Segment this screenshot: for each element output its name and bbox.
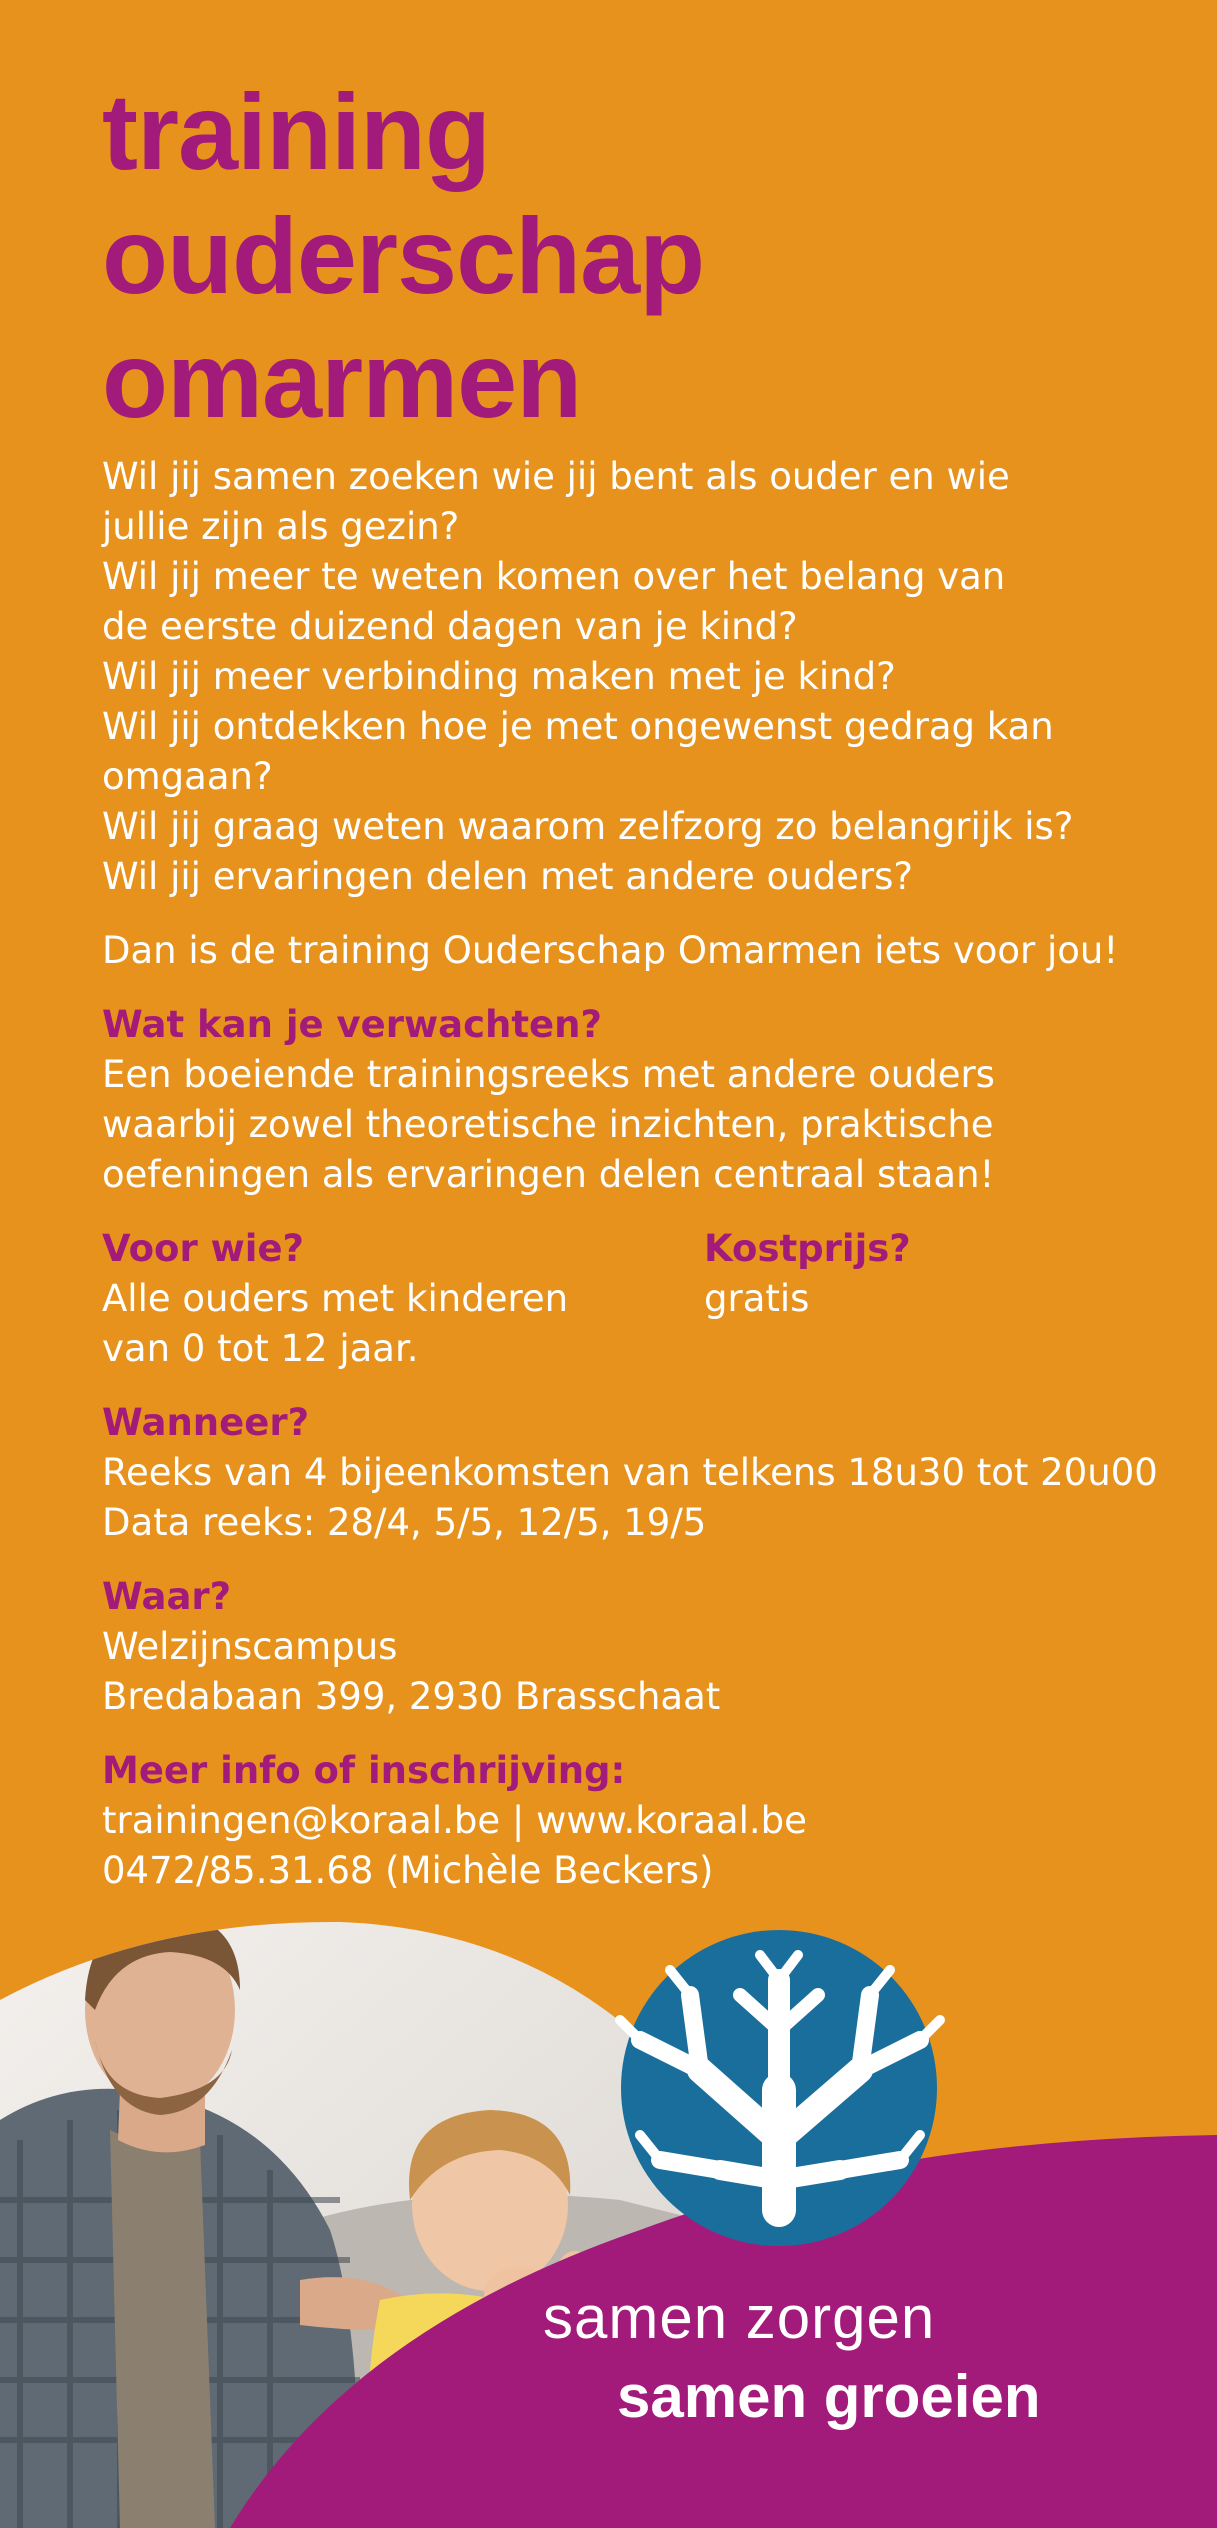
intro-line: Wil jij ontdekken hoe je met ongewenst gedrag kan (102, 705, 1054, 748)
title-line-3: omarmen (102, 319, 582, 440)
photo-and-logo-area (0, 1900, 1217, 2528)
section-row-audience-cost (102, 1224, 1182, 1374)
section-heading: Wanneer? (102, 1401, 310, 1444)
section-when (102, 1398, 1182, 1548)
flyer-content (102, 452, 1182, 1896)
section-heading: Waar? (102, 1575, 232, 1618)
section-info (102, 1746, 1182, 1896)
intro-line: Wil jij ervaringen delen met andere ouders? (102, 855, 913, 898)
section-expect (102, 1000, 1182, 1200)
section-heading: Kostprijs? (704, 1227, 911, 1270)
intro-line: Wil jij samen zoeken wie jij bent als ouder en wie (102, 455, 1010, 498)
cost-value: gratis (704, 1277, 810, 1320)
intro-line: Wil jij meer te weten komen over het belang van (102, 555, 1006, 598)
slogan-line-2: samen groeien (617, 2363, 1041, 2430)
section-cost (704, 1224, 1164, 1374)
section-heading: Meer info of inschrijving: (102, 1749, 626, 1792)
flyer-title (102, 70, 704, 442)
call-to-action: Dan is de training Ouderschap Omarmen iets voor jou! (102, 929, 1119, 972)
intro-line: Wil jij meer verbinding maken met je kind? (102, 655, 896, 698)
section-line: Bredabaan 399, 2930 Brasschaat (102, 1675, 721, 1718)
slogan-line-1: samen zorgen (543, 2284, 936, 2351)
section-line: Data reeks: 28/4, 5/5, 12/5, 19/5 (102, 1501, 707, 1544)
section-heading: Wat kan je verwachten? (102, 1003, 602, 1046)
title-line-1: training (102, 71, 490, 192)
section-where (102, 1572, 1182, 1722)
section-for-whom (102, 1224, 704, 1374)
section-line: waarbij zowel theoretische inzichten, praktische (102, 1103, 994, 1146)
contact-links[interactable]: trainingen@koraal.be | www.koraal.be (102, 1799, 807, 1842)
section-line: Reeks van 4 bijeenkomsten van telkens 18u30 tot 20u00 (102, 1451, 1158, 1494)
intro-line: omgaan? (102, 755, 273, 798)
section-line: Een boeiende trainingsreeks met andere ouders (102, 1053, 995, 1096)
section-line: van 0 tot 12 jaar. (102, 1327, 419, 1370)
title-line-2: ouderschap (102, 195, 705, 316)
section-line: Welzijnscampus (102, 1625, 398, 1668)
intro-line: jullie zijn als gezin? (102, 505, 460, 548)
contact-phone: 0472/85.31.68 (Michèle Beckers) (102, 1849, 714, 1892)
section-line: oefeningen als ervaringen delen centraal staan! (102, 1153, 995, 1196)
section-heading: Voor wie? (102, 1227, 305, 1270)
intro-line: de eerste duizend dagen van je kind? (102, 605, 798, 648)
illustration (0, 1900, 1217, 2528)
section-line: Alle ouders met kinderen (102, 1277, 569, 1320)
intro-questions (102, 452, 1182, 902)
intro-line: Wil jij graag weten waarom zelfzorg zo belangrijk is? (102, 805, 1074, 848)
